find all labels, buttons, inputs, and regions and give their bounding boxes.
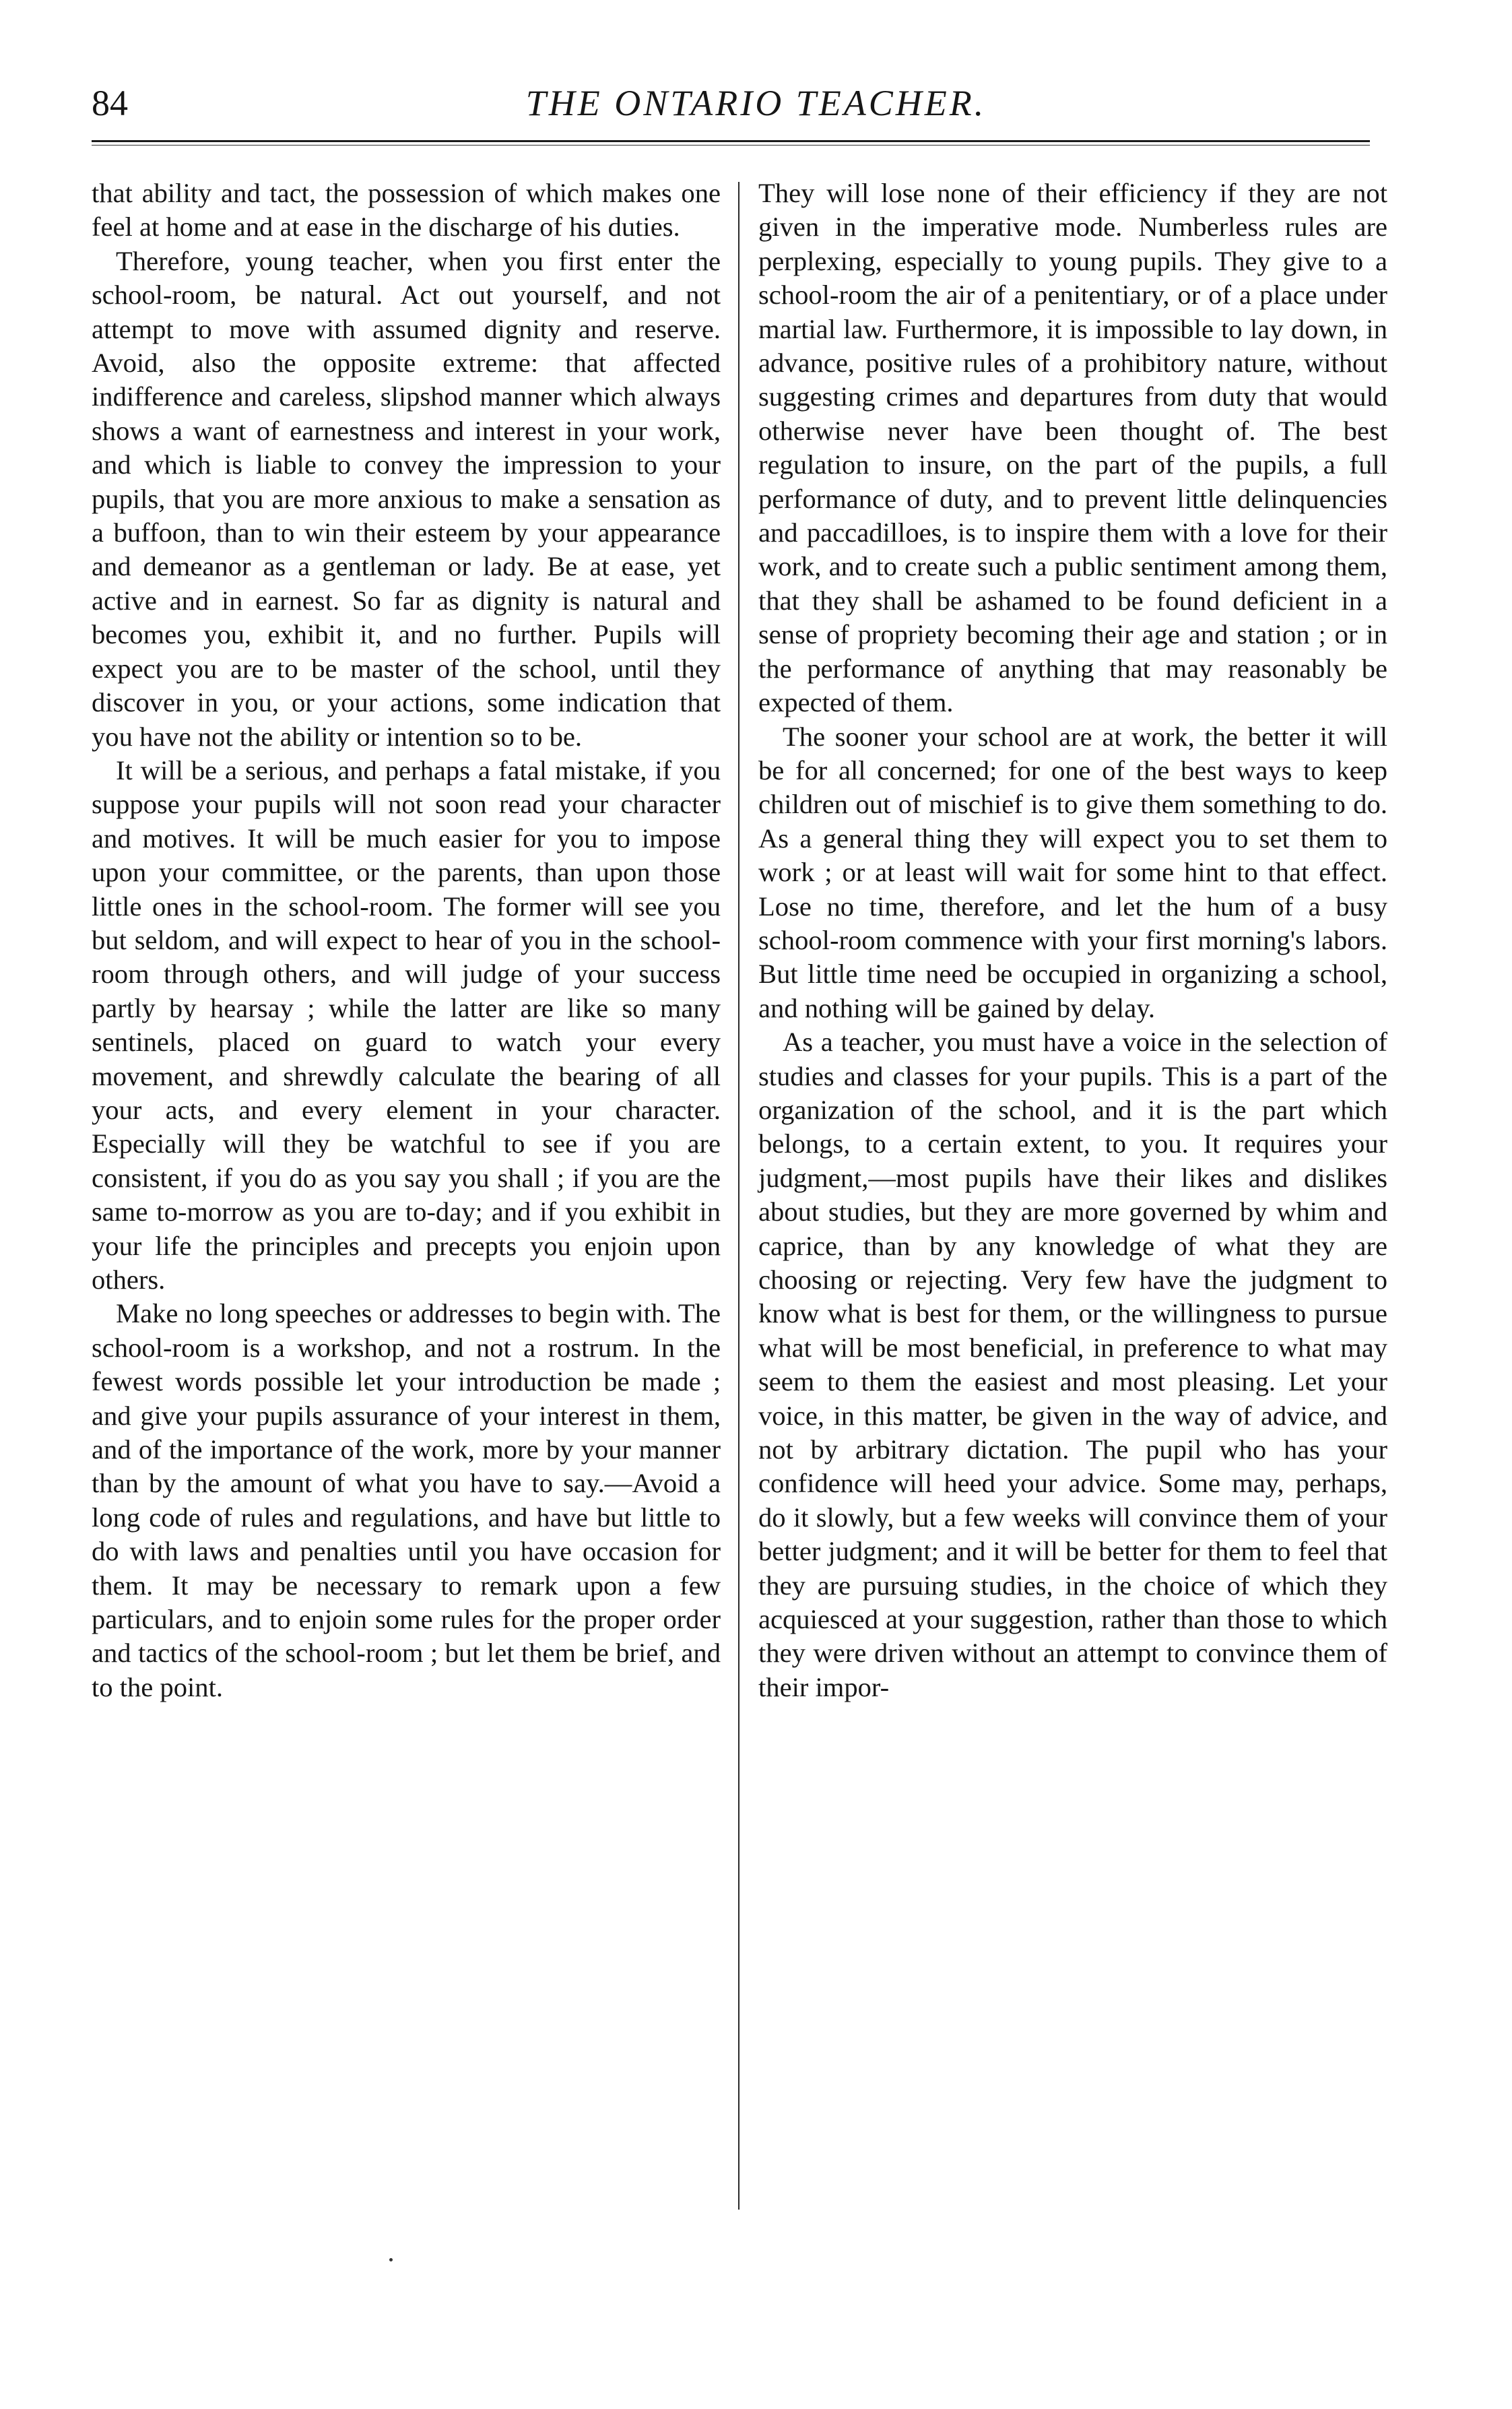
header-rule [92,140,1370,142]
header-rule-thin [92,145,1370,146]
column-divider [738,182,739,2210]
paragraph: It will be a serious, and perhaps a fatal mistake, if you suppose your pupils will not soon read your character and motives. It will be much easier for you to impose upon your committee, or the parents, than upon those little ones in the school-room. The former will see you but seldom, and will expect to hear of you in the school-room through others, and will judge of your success partly by hearsay ; while the latter are like so many sentinels, placed on guard to watch your every movement, and shrewdly calculate the bearing of all your acts, and every element in your character. Especially will they be watchful to see if you are consistent, if you do as you say you shall ; if you are the same to-morrow as you are to-day; and if you exhibit in your life the principles and precepts you enjoin upon others. [92,754,721,1295]
paragraph: The sooner your school are at work, the better it will be for all concerned; for one of the best ways to keep children out of mischief is to give them something to do. As a general thing they will expect you to set them to work ; or at least will wait for some hint to that effect. Lose no time, therefore, and let the hum of a busy school-room commence with your first morning's labors. But little time need be occupied in organizing a school, and nothing will be gained by delay. [758,721,1387,1023]
left-column [92,176,721,1704]
paragraph: that ability and tact, the possession of which makes one feel at home and at ease in the discharge of his duties. [92,178,721,243]
paragraph: Therefore, young teacher, when you first enter the school-room, be natural. Act out yourself, and not attempt to move with assumed dignity and reserve. Avoid, also the opposite extreme: that affected indifference and careless, slipshod manner which always shows a want of earnestness and interest in your work, and which is liable to convey the impression to your pupils, that you are more anxious to make a sensation as a buffoon, than to win their esteem by your appearance and demeanor as a gentleman or lady. Be at ease, yet active and in earnest. So far as dignity is natural and becomes you, exhibit it, and no further. Pupils will expect you are to be master of the school, until they discover in you, or your actions, some indication that you have not the ability or intention so to be. [92,245,721,752]
print-speck [389,2258,393,2261]
paragraph: As a teacher, you must have a voice in the selection of studies and classes for your pupils. This is a part of the organization of the school, and it is the part which belongs, to a certain extent, to you. It requires your judgment,—most pupils have their likes and dislikes about studies, but they are more governed by whim and caprice, than by any knowledge of what they are choosing or rejecting. Very few have the judgment to know what is best for them, or the willingness to pursue what will be most beneficial, in preference to what may seem to them the easiest and most pleasing. Let your voice, in this matter, be given in the way of advice, and not by arbitrary dictation. The pupil who has your confidence will heed your advice. Some may, perhaps, do it slowly, but a few weeks will convince them of your better judgment; and it will be better for them to feel that they are pursuing studies, in the choice of which they acquiesced at your suggestion, rather than those to which they were driven without an attempt to convince them of their impor- [758,1027,1387,1702]
page-header [0,79,1512,140]
paragraph: They will lose none of their efficiency if they are not given in the imperative mode. Numberless rules are perplexing, especially to young pupils. They give to a school-room the air of a penitentiary, or of a place under martial law. Furthermore, it is impossible to lay down, in advance, positive rules of a prohibitory nature, without suggesting crimes and departures from duty that would otherwise never have been thought of. The best regulation to insure, on the part of the pupils, a full performance of duty, and to prevent little delinquencies and paccadilloes, is to inspire them with a love for their work, and to create such a public sentiment among them, that they shall be ashamed to be found deficient in a sense of propriety becoming their age and station ; or in the performance of anything that may reasonably be expected of them. [758,178,1387,718]
running-title: THE ONTARIO TEACHER. [525,83,987,123]
right-column [758,176,1387,1704]
paragraph: Make no long speeches or addresses to begin with. The school-room is a workshop, and not a rostrum. In the fewest words possible let your introduction be made ; and give your pupils assurance of your interest in them, and of the importance of the work, more by your manner than by the amount of what you have to say.—Avoid a long code of rules and regulations, and have but little to do with laws and penalties until you have occasion for them. It may be necessary to remark upon a few particulars, and to enjoin some rules for the proper order and tactics of the school-room ; but let them be brief, and to the point. [92,1298,721,1702]
page-number: 84 [92,83,128,123]
